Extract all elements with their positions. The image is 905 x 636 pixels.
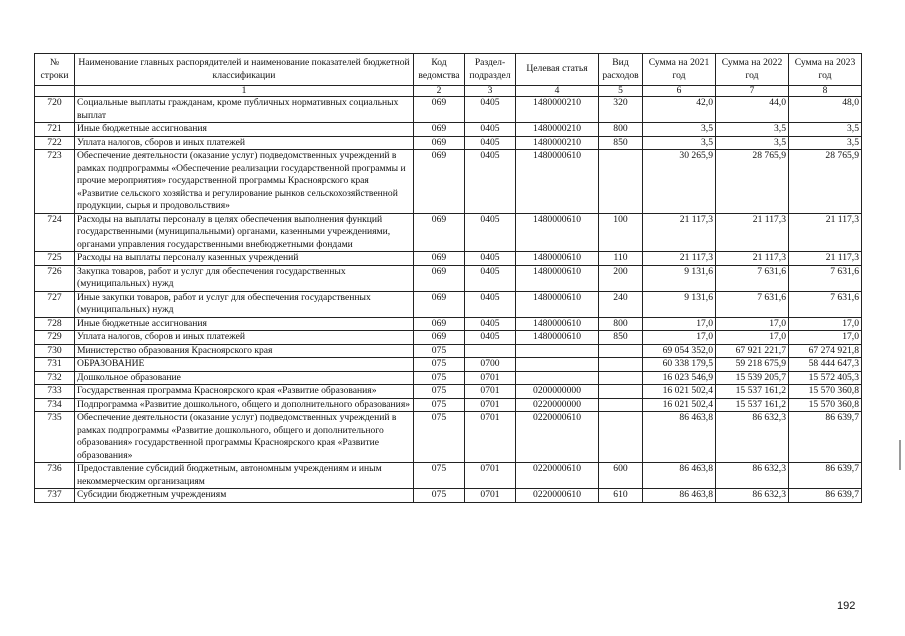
table-row (35, 265, 862, 291)
column-number: 7 (716, 86, 789, 97)
row-name-cell: Обеспечение деятельности (оказание услуг) подведомственных учреждений в рамках подпрограммы «Развитие дошкольного, общего и дополнительного образования» государственной программы Красноярского края «Развитие образования» (75, 412, 414, 463)
agency-code-cell: 075 (414, 371, 465, 385)
agency-code-cell: 069 (414, 97, 465, 123)
sum-2023-cell: 58 444 647,3 (789, 358, 862, 372)
section-cell: 0405 (465, 291, 516, 317)
column-number: 8 (789, 86, 862, 97)
expense-type-cell: 610 (599, 489, 643, 503)
table-row (35, 150, 862, 214)
column-number: 2 (414, 86, 465, 97)
sum-2022-cell: 21 117,3 (716, 252, 789, 266)
row-number-cell: 731 (35, 358, 75, 372)
section-cell: 0405 (465, 213, 516, 252)
target-article-cell (516, 344, 599, 358)
table-row (35, 412, 862, 463)
agency-code-cell: 075 (414, 412, 465, 463)
sum-2022-cell: 86 632,3 (716, 412, 789, 463)
target-article-cell: 1480000210 (516, 136, 599, 150)
sum-2023-cell: 17,0 (789, 317, 862, 331)
agency-code-cell: 075 (414, 463, 465, 489)
table-row (35, 252, 862, 266)
column-number: 6 (643, 86, 716, 97)
row-name-cell: Расходы на выплаты персоналу казенных учреждений (75, 252, 414, 266)
section-cell: 0405 (465, 123, 516, 137)
target-article-cell (516, 358, 599, 372)
target-article-cell: 1480000610 (516, 317, 599, 331)
sum-2022-cell: 86 632,3 (716, 463, 789, 489)
table-row (35, 463, 862, 489)
sum-2022-cell: 86 632,3 (716, 489, 789, 503)
sum-2021-cell: 3,5 (643, 123, 716, 137)
agency-code-cell: 069 (414, 213, 465, 252)
column-number: 1 (75, 86, 414, 97)
agency-code-cell: 075 (414, 344, 465, 358)
sum-2023-cell: 67 274 921,8 (789, 344, 862, 358)
sum-2021-cell: 60 338 179,5 (643, 358, 716, 372)
expense-type-cell: 100 (599, 213, 643, 252)
target-article-cell: 1480000610 (516, 150, 599, 214)
target-article-cell: 1480000210 (516, 97, 599, 123)
budget-table (34, 53, 862, 503)
expense-type-cell (599, 398, 643, 412)
header-section: Раздел-подраздел (465, 54, 516, 86)
sum-2022-cell: 15 537 161,2 (716, 398, 789, 412)
expense-type-cell: 800 (599, 123, 643, 137)
header-target-article: Целевая статья (516, 54, 599, 86)
sum-2023-cell: 48,0 (789, 97, 862, 123)
section-cell: 0701 (465, 463, 516, 489)
row-name-cell: Расходы на выплаты персоналу в целях обеспечения выполнения функций государственными (муниципальными) органами, казенными учреждениями, органами управления государственными внебюджетными фондами (75, 213, 414, 252)
section-cell: 0405 (465, 97, 516, 123)
column-number-row (35, 86, 862, 97)
expense-type-cell: 800 (599, 317, 643, 331)
sum-2023-cell: 86 639,7 (789, 489, 862, 503)
table-row (35, 213, 862, 252)
section-cell: 0701 (465, 489, 516, 503)
header-sum-2023: Сумма на 2023 год (789, 54, 862, 86)
sum-2023-cell: 15 570 360,8 (789, 398, 862, 412)
table-body (35, 97, 862, 503)
table-row (35, 344, 862, 358)
sum-2022-cell: 67 921 221,7 (716, 344, 789, 358)
header-sum-2021: Сумма на 2021 год (643, 54, 716, 86)
header-agency-code: Код ведомства (414, 54, 465, 86)
row-number-cell: 721 (35, 123, 75, 137)
target-article-cell: 0220000610 (516, 489, 599, 503)
sum-2022-cell: 44,0 (716, 97, 789, 123)
row-number-cell: 734 (35, 398, 75, 412)
expense-type-cell (599, 358, 643, 372)
sum-2021-cell: 21 117,3 (643, 252, 716, 266)
table-row (35, 291, 862, 317)
row-name-cell: Социальные выплаты гражданам, кроме публичных нормативных социальных выплат (75, 97, 414, 123)
row-number-cell: 725 (35, 252, 75, 266)
sum-2022-cell: 15 539 205,7 (716, 371, 789, 385)
table-header-row (35, 54, 862, 86)
sum-2023-cell: 21 117,3 (789, 213, 862, 252)
row-number-cell: 720 (35, 97, 75, 123)
agency-code-cell: 069 (414, 123, 465, 137)
header-sum-2022: Сумма на 2022 год (716, 54, 789, 86)
sum-2021-cell: 9 131,6 (643, 265, 716, 291)
expense-type-cell: 600 (599, 463, 643, 489)
section-cell: 0700 (465, 358, 516, 372)
row-number-cell: 722 (35, 136, 75, 150)
sum-2021-cell: 86 463,8 (643, 463, 716, 489)
target-article-cell: 1480000610 (516, 291, 599, 317)
section-cell: 0405 (465, 331, 516, 345)
page-number: 192 (837, 600, 856, 612)
table-row (35, 358, 862, 372)
row-name-cell: Государственная программа Красноярского края «Развитие образования» (75, 385, 414, 399)
expense-type-cell (599, 150, 643, 214)
sum-2022-cell: 15 537 161,2 (716, 385, 789, 399)
expense-type-cell: 850 (599, 331, 643, 345)
row-name-cell: Субсидии бюджетным учреждениям (75, 489, 414, 503)
agency-code-cell: 075 (414, 358, 465, 372)
sum-2022-cell: 59 218 675,9 (716, 358, 789, 372)
section-cell: 0701 (465, 385, 516, 399)
agency-code-cell: 069 (414, 331, 465, 345)
row-name-cell: Министерство образования Красноярского края (75, 344, 414, 358)
agency-code-cell: 069 (414, 291, 465, 317)
row-name-cell: Иные бюджетные ассигнования (75, 123, 414, 137)
expense-type-cell (599, 371, 643, 385)
sum-2021-cell: 9 131,6 (643, 291, 716, 317)
target-article-cell: 1480000610 (516, 252, 599, 266)
sum-2021-cell: 3,5 (643, 136, 716, 150)
target-article-cell: 0200000000 (516, 385, 599, 399)
sum-2023-cell: 15 570 360,8 (789, 385, 862, 399)
table-row (35, 331, 862, 345)
table-row (35, 136, 862, 150)
table-row (35, 489, 862, 503)
section-cell: 0405 (465, 252, 516, 266)
sum-2022-cell: 17,0 (716, 331, 789, 345)
sum-2021-cell: 69 054 352,0 (643, 344, 716, 358)
row-name-cell: Иные бюджетные ассигнования (75, 317, 414, 331)
expense-type-cell (599, 412, 643, 463)
sum-2023-cell: 86 639,7 (789, 463, 862, 489)
sum-2021-cell: 17,0 (643, 331, 716, 345)
target-article-cell: 1480000210 (516, 123, 599, 137)
agency-code-cell: 075 (414, 385, 465, 399)
header-expense-type: Вид расходов (599, 54, 643, 86)
row-name-cell: Закупка товаров, работ и услуг для обеспечения государственных (муниципальных) нужд (75, 265, 414, 291)
agency-code-cell: 069 (414, 265, 465, 291)
row-name-cell: Уплата налогов, сборов и иных платежей (75, 331, 414, 345)
expense-type-cell (599, 344, 643, 358)
sum-2021-cell: 42,0 (643, 97, 716, 123)
section-cell: 0701 (465, 371, 516, 385)
table-row (35, 317, 862, 331)
sum-2023-cell: 15 572 405,3 (789, 371, 862, 385)
agency-code-cell: 069 (414, 150, 465, 214)
target-article-cell: 0220000610 (516, 463, 599, 489)
section-cell: 0701 (465, 412, 516, 463)
sum-2023-cell: 3,5 (789, 136, 862, 150)
column-number: 5 (599, 86, 643, 97)
target-article-cell: 0220000610 (516, 412, 599, 463)
sum-2021-cell: 30 265,9 (643, 150, 716, 214)
row-number-cell: 736 (35, 463, 75, 489)
row-number-cell: 735 (35, 412, 75, 463)
expense-type-cell: 110 (599, 252, 643, 266)
column-number: 3 (465, 86, 516, 97)
sum-2021-cell: 16 021 502,4 (643, 398, 716, 412)
sum-2022-cell: 7 631,6 (716, 291, 789, 317)
row-number-cell: 729 (35, 331, 75, 345)
agency-code-cell: 069 (414, 317, 465, 331)
header-name: Наименование главных распорядителей и наименование показателей бюджетной классификации (75, 54, 414, 86)
agency-code-cell: 069 (414, 136, 465, 150)
sum-2021-cell: 16 023 546,9 (643, 371, 716, 385)
sum-2022-cell: 7 631,6 (716, 265, 789, 291)
sum-2023-cell: 86 639,7 (789, 412, 862, 463)
sum-2022-cell: 17,0 (716, 317, 789, 331)
row-name-cell: Подпрограмма «Развитие дошкольного, общего и дополнительного образования» (75, 398, 414, 412)
sum-2022-cell: 28 765,9 (716, 150, 789, 214)
sum-2023-cell: 17,0 (789, 331, 862, 345)
row-name-cell: Обеспечение деятельности (оказание услуг) подведомственных учреждений в рамках подпрограммы «Обеспечение реализации государственной программы и прочие мероприятия» государственной программы Красноярского края «Развитие сельского хозяйства и регулирование рынков сельскохозяйственной продукции, сырья и продовольствия» (75, 150, 414, 214)
expense-type-cell: 240 (599, 291, 643, 317)
expense-type-cell: 850 (599, 136, 643, 150)
target-article-cell: 1480000610 (516, 265, 599, 291)
sum-2023-cell: 21 117,3 (789, 252, 862, 266)
target-article-cell: 1480000610 (516, 331, 599, 345)
sum-2023-cell: 3,5 (789, 123, 862, 137)
section-cell (465, 344, 516, 358)
section-cell: 0405 (465, 136, 516, 150)
row-number-cell: 733 (35, 385, 75, 399)
section-cell: 0405 (465, 265, 516, 291)
target-article-cell: 1480000610 (516, 213, 599, 252)
sum-2021-cell: 86 463,8 (643, 412, 716, 463)
table-row (35, 123, 862, 137)
sum-2021-cell: 86 463,8 (643, 489, 716, 503)
section-cell: 0405 (465, 317, 516, 331)
expense-type-cell: 320 (599, 97, 643, 123)
row-number-cell: 728 (35, 317, 75, 331)
table-row (35, 371, 862, 385)
agency-code-cell: 075 (414, 398, 465, 412)
sum-2021-cell: 17,0 (643, 317, 716, 331)
sum-2023-cell: 7 631,6 (789, 265, 862, 291)
scan-edge-mark (899, 440, 901, 470)
section-cell: 0701 (465, 398, 516, 412)
sum-2021-cell: 21 117,3 (643, 213, 716, 252)
table-row (35, 385, 862, 399)
row-name-cell: Уплата налогов, сборов и иных платежей (75, 136, 414, 150)
row-name-cell: Иные закупки товаров, работ и услуг для обеспечения государственных (муниципальных) нужд (75, 291, 414, 317)
table-row (35, 398, 862, 412)
row-name-cell: Предоставление субсидий бюджетным, автономным учреждениям и иным некоммерческим организациям (75, 463, 414, 489)
sum-2022-cell: 21 117,3 (716, 213, 789, 252)
agency-code-cell: 069 (414, 252, 465, 266)
sum-2021-cell: 16 021 502,4 (643, 385, 716, 399)
table-row (35, 97, 862, 123)
sum-2022-cell: 3,5 (716, 136, 789, 150)
agency-code-cell: 075 (414, 489, 465, 503)
row-number-cell: 730 (35, 344, 75, 358)
section-cell: 0405 (465, 150, 516, 214)
sum-2023-cell: 7 631,6 (789, 291, 862, 317)
row-number-cell: 737 (35, 489, 75, 503)
row-number-cell: 726 (35, 265, 75, 291)
expense-type-cell: 200 (599, 265, 643, 291)
row-number-cell: 727 (35, 291, 75, 317)
expense-type-cell (599, 385, 643, 399)
header-row-number: № строки (35, 54, 75, 86)
row-number-cell: 724 (35, 213, 75, 252)
sum-2023-cell: 28 765,9 (789, 150, 862, 214)
row-name-cell: ОБРАЗОВАНИЕ (75, 358, 414, 372)
row-number-cell: 732 (35, 371, 75, 385)
row-number-cell: 723 (35, 150, 75, 214)
row-name-cell: Дошкольное образование (75, 371, 414, 385)
target-article-cell: 0220000000 (516, 398, 599, 412)
column-number (35, 86, 75, 97)
target-article-cell (516, 371, 599, 385)
column-number: 4 (516, 86, 599, 97)
sum-2022-cell: 3,5 (716, 123, 789, 137)
